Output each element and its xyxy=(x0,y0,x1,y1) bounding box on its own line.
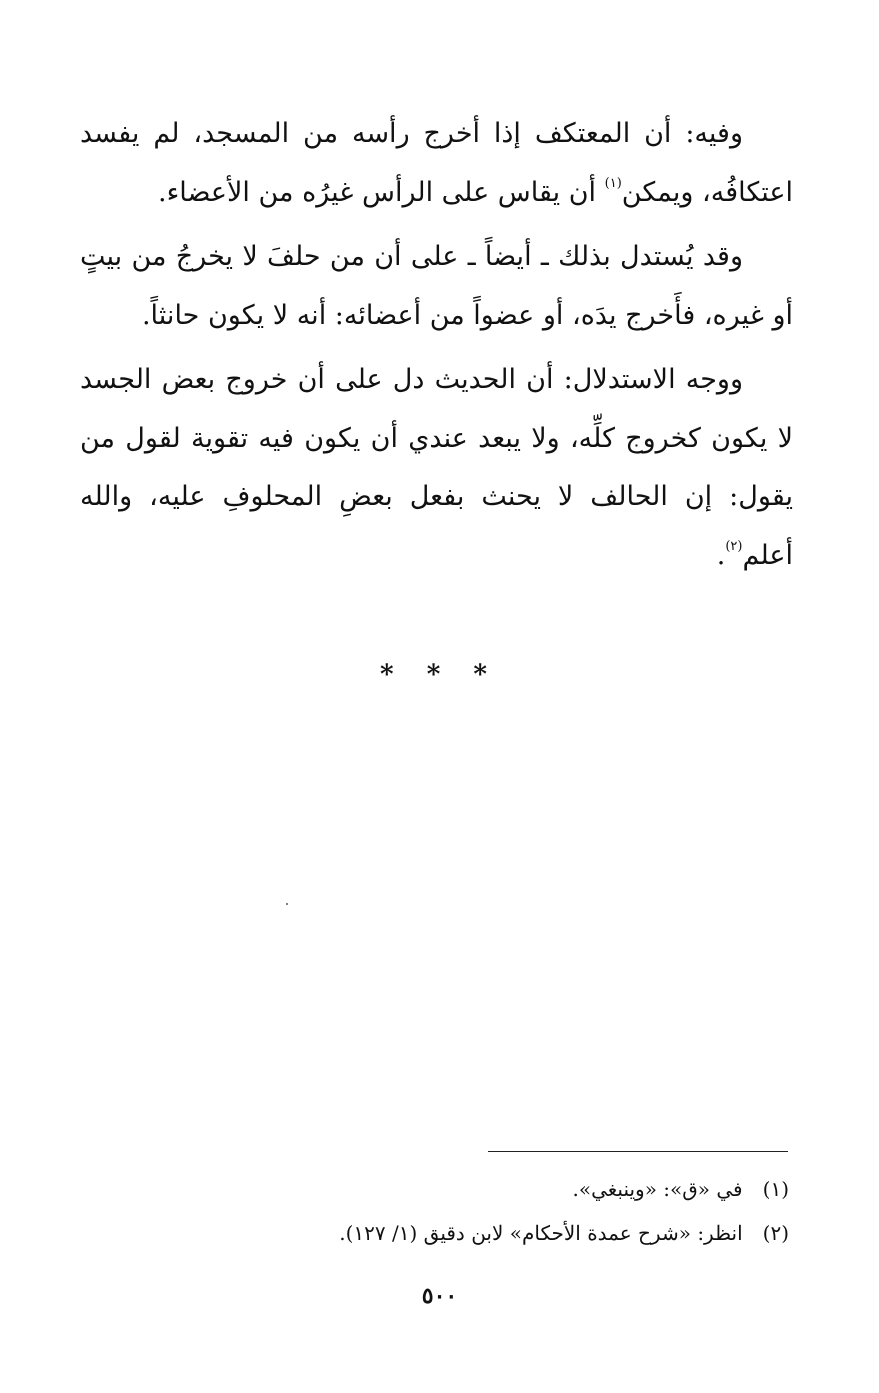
footnotes xyxy=(89,1167,789,1255)
print-speck xyxy=(286,903,288,905)
footnote-2 xyxy=(89,1211,789,1255)
paragraph-3 xyxy=(80,351,793,585)
footnote-1 xyxy=(89,1167,789,1211)
footnote-ref-2: (٢) xyxy=(725,538,743,554)
footnote-2-text: انظر: «شرح عمدة الأحكام» لابن دقيق (١/ ١٢٧). xyxy=(339,1221,743,1245)
page-number: ٥٠٠ xyxy=(421,1283,458,1309)
main-text xyxy=(80,105,793,585)
footnote-1-text: في «ق»: «وينبغي». xyxy=(572,1177,743,1201)
footnote-2-number: (٢) xyxy=(762,1221,789,1245)
section-separator: * * * xyxy=(380,660,499,690)
footnote-1-number: (١) xyxy=(762,1177,789,1201)
paragraph-2: وقد يُستدل بذلك ـ أيضاً ـ على أن من حلفَ لا يخرجُ من بيتٍ أو غيره، فأَخرج يدَه، أو عضواً من أعضائه: أنه لا يكون حانثاً. xyxy=(80,241,793,331)
footnote-ref-1: (١) xyxy=(604,175,622,191)
paragraph-1 xyxy=(80,105,793,222)
footnote-divider xyxy=(488,1151,788,1152)
paragraph-3-text-a: ووجه الاستدلال: أن الحديث دل على أن خروج بعض الجسد لا يكون كخروج كلِّه، ولا يبعد عندي أن يكون فيه تقوية لقول من يقول: إن الحالف لا يحنث بفعل بعضِ المحلوفِ عليه، والله أعلم xyxy=(80,364,793,571)
paragraph-1-text-b: أن يقاس على الرأس غيرُه من الأعضاء. xyxy=(157,176,605,208)
paragraph-1-text-a: وفيه: أن المعتكف إذا أخرج رأسه من المسجد، لم يفسد اعتكافُه، ويمكن xyxy=(80,118,793,208)
paragraph-3-text-b: . xyxy=(716,539,726,571)
